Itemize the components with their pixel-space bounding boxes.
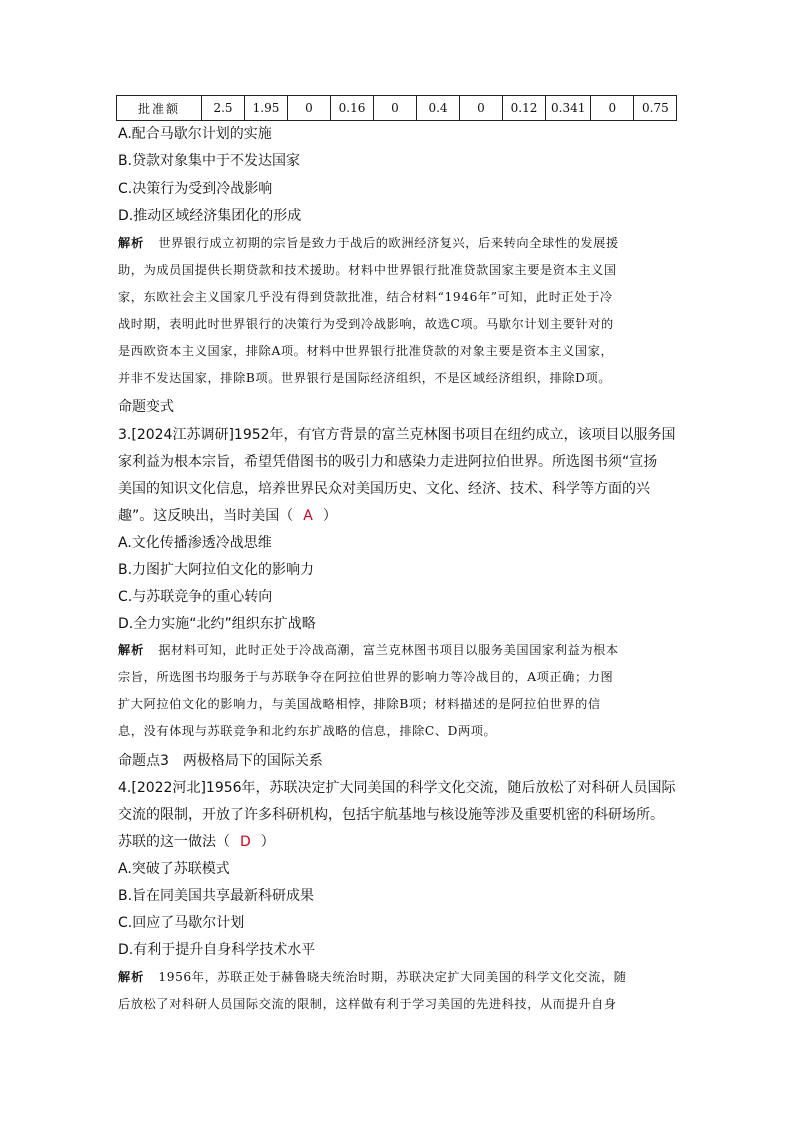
approval-amount-table (116, 95, 677, 121)
q3-option-b: B.力图扩大阿拉伯文化的影响力 (118, 562, 315, 578)
q4-option-a: A.突破了苏联模式 (118, 861, 230, 877)
q4-explanation-line: 后放松了对科研人员国际交流的限制，这样做有利于学习美国的先进科技，从而提升自身 (118, 997, 617, 1011)
q4-option-b: B.旨在同美国共享最新科研成果 (118, 888, 315, 904)
q3-explanation-line: 解析 据材料可知，此时正处于冷战高潮，富兰克林图书项目以服务美国国家利益为根本 (118, 643, 619, 657)
q2-explanation-line: 是西欧资本主义国家，排除A项。材料中世界银行批准贷款的对象主要是资本主义国家， (118, 344, 614, 358)
q2-explanation-line: 助，为成员国提供长期贷款和技术援助。材料中世界银行批准贷款国家主要是资本主义国 (118, 263, 617, 277)
q4-stem-line: 4.[2022河北]1956年，苏联决定扩大同美国的科学文化交流，随后放松了对科研人员国际 (118, 780, 676, 796)
q3-option-d: D.全力实施“北约”组织东扩战略 (118, 616, 316, 632)
q3-stem-line: 趣”。这反映出，当时美国（ A ） (118, 508, 337, 524)
section-heading: 命题点3 两极格局下的国际关系 (118, 753, 323, 769)
row-label: 批准额 (117, 96, 202, 121)
table-cell: 0 (591, 96, 634, 121)
q3-option-c: C.与苏联竞争的重心转向 (118, 589, 273, 605)
q4-answer: D (240, 834, 251, 850)
q2-option-c: C.决策行为受到冷战影响 (118, 181, 273, 197)
table-cell: 0.341 (546, 96, 591, 121)
q2-option-a: A.配合马歇尔计划的实施 (118, 126, 272, 142)
table-cell: 0 (288, 96, 331, 121)
table-cell: 0.75 (634, 96, 677, 121)
table-cell: 1.95 (245, 96, 288, 121)
explanation-label: 解析 (118, 970, 145, 984)
table-cell: 2.5 (202, 96, 245, 121)
q3-explanation-line: 扩大阿拉伯文化的影响力，与美国战略相悖，排除B项；材料描述的是阿拉伯世界的信 (118, 697, 601, 711)
q3-stem-line: 3.[2024江苏调研]1952年，有官方背景的富兰克林图书项目在纽约成立，该项目以服务国 (118, 427, 676, 443)
q4-stem-line: 交流的限制，开放了许多科研机构，包括宇航基地与核设施等涉及重要机密的科研场所。 (118, 807, 664, 823)
q2-explanation-line: 并非不发达国家，排除B项。世界银行是国际经济组织，不是区域经济组织，排除D项。 (118, 371, 612, 385)
q4-option-c: C.回应了马歇尔计划 (118, 915, 245, 931)
q4-option-d: D.有利于提升自身科学技术水平 (118, 942, 316, 958)
q3-explanation-line: 宗旨，所选图书均服务于与苏联争夺在阿拉伯世界的影响力等冷战目的，A项正确；力图 (118, 670, 614, 684)
q4-explanation-line: 解析 1956年，苏联正处于赫鲁晓夫统治时期，苏联决定扩大同美国的科学文化交流，随 (118, 970, 627, 984)
table-cell: 0.16 (331, 96, 374, 121)
q2-option-d: D.推动区域经济集团化的形成 (118, 208, 302, 224)
q3-option-a: A.文化传播渗透冷战思维 (118, 535, 272, 551)
q2-option-b: B.贷款对象集中于不发达国家 (118, 153, 301, 169)
explanation-label: 解析 (118, 236, 145, 250)
table-cell: 0 (374, 96, 417, 121)
q4-stem-line: 苏联的这一做法（ D ） (118, 834, 275, 850)
q2-explanation-line: 解析 世界银行成立初期的宗旨是致力于战后的欧洲经济复兴，后来转向全球性的发展援 (118, 236, 619, 250)
explanation-label: 解析 (118, 643, 145, 657)
q3-stem-line: 美国的知识文化信息，培养世界民众对美国历史、文化、经济、技术、科学等方面的兴 (118, 481, 650, 497)
table-row (117, 96, 677, 121)
q3-stem-line: 家利益为根本宗旨，希望凭借图书的吸引力和感染力走进阿拉伯世界。所选图书须“宣扬 (118, 454, 658, 470)
q3-explanation-line: 息，没有体现与苏联竞争和北约东扩战略的信息，排除C、D两项。 (118, 724, 497, 738)
table-cell: 0 (460, 96, 503, 121)
table-cell: 0.4 (417, 96, 460, 121)
q2-explanation-line: 家，东欧社会主义国家几乎没有得到贷款批准，结合材料“1946年”可知，此时正处于冷 (118, 290, 613, 304)
variant-heading: 命题变式 (118, 399, 174, 415)
table-cell: 0.12 (503, 96, 546, 121)
q2-explanation-line: 战时期，表明此时世界银行的决策行为受到冷战影响，故选C项。马歇尔计划主要针对的 (118, 317, 614, 331)
q3-answer: A (303, 508, 313, 524)
